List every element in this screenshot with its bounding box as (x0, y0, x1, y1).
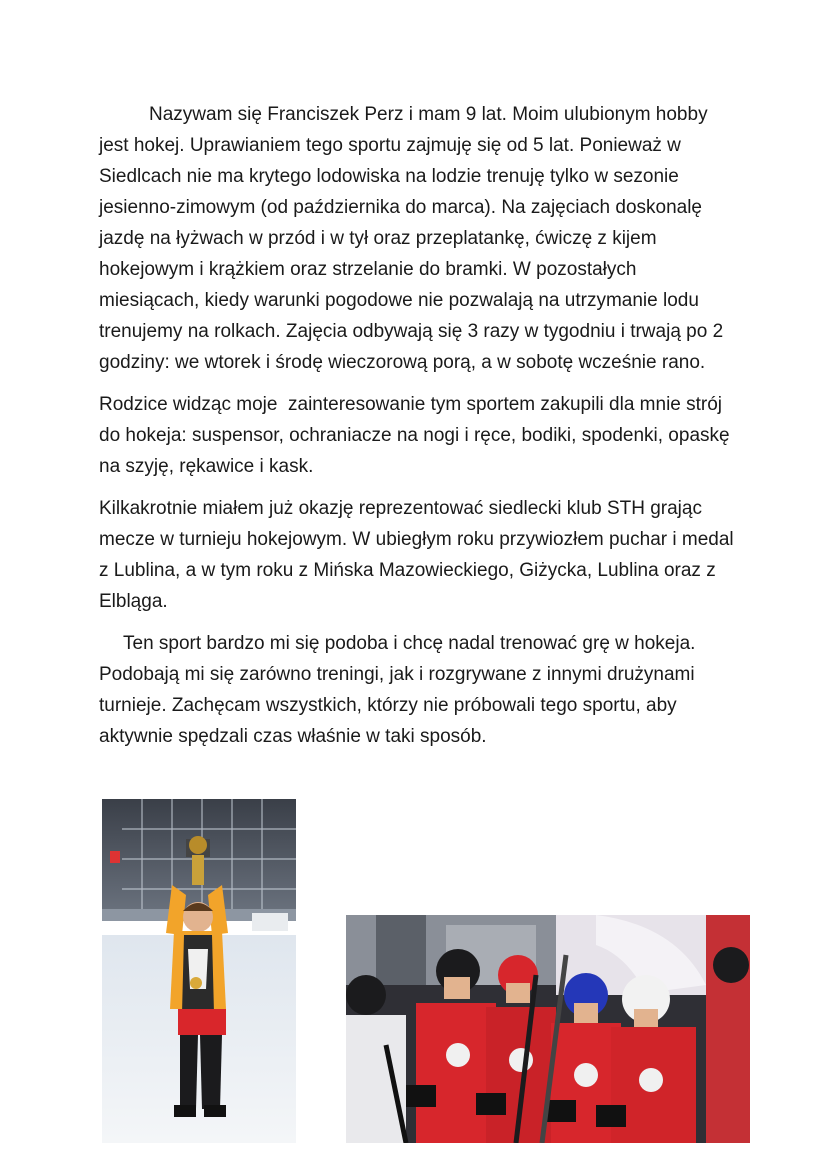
document-body (99, 99, 739, 752)
photo-hockey-team (346, 915, 750, 1143)
photo-boy-with-trophy (102, 799, 296, 1143)
paragraph-equipment: Rodzice widząc moje zainteresowanie tym sportem zakupili dla mnie strój do hokeja: suspensor, ochraniacze na nogi i ręce, bodiki, spodenki, opaskę na szyję, rękawice i kask. (99, 394, 735, 477)
paragraph-tournaments: Kilkakrotnie miałem już okazję reprezentować siedlecki klub STH grając mecze w turnieju hokejowym. W ubiegłym roku przywiozłem puchar i medal z Lublina, a w tym roku z Mińska Mazowieckiego, Giżycka, Lublina oraz z Elbląga. (99, 498, 739, 612)
paragraph-intro: Nazywam się Franciszek Perz i mam 9 lat. Moim ulubionym hobby jest hokej. Uprawianiem tego sportu zajmuję się od 5 lat. Ponieważ w Siedlcach nie ma krytego lodowiska na lodzie trenuję tylko w sezonie jesienno-zimowym (od października do marca). Na zajęciach doskonalę jazdę na łyżwach w przód i w tył oraz przeplatankę, ćwiczę z kijem hokejowym i krążkiem oraz strzelanie do bramki. W pozostałych miesiącach, kiedy warunki pogodowe nie pozwalają na utrzymanie lodu trenujemy na rolkach. Zajęcia odbywają się 3 razy w tygodniu i trwają po 2 godziny: we wtorek i środę wieczorową porą, a w sobotę wcześnie rano. (99, 104, 729, 373)
paragraph-conclusion: Ten sport bardzo mi się podoba i chcę nadal trenować grę w hokeja. Podobają mi się zarówno treningi, jak i rozgrywane z innymi drużynami turnieje. Zachęcam wszystkich, którzy nie próbowali tego sportu, aby aktywnie spędzali czas właśnie w taki sposób. (99, 633, 701, 747)
photo-hockey-team-icon (346, 915, 750, 1143)
photo-boy-with-trophy-icon (102, 799, 296, 1143)
